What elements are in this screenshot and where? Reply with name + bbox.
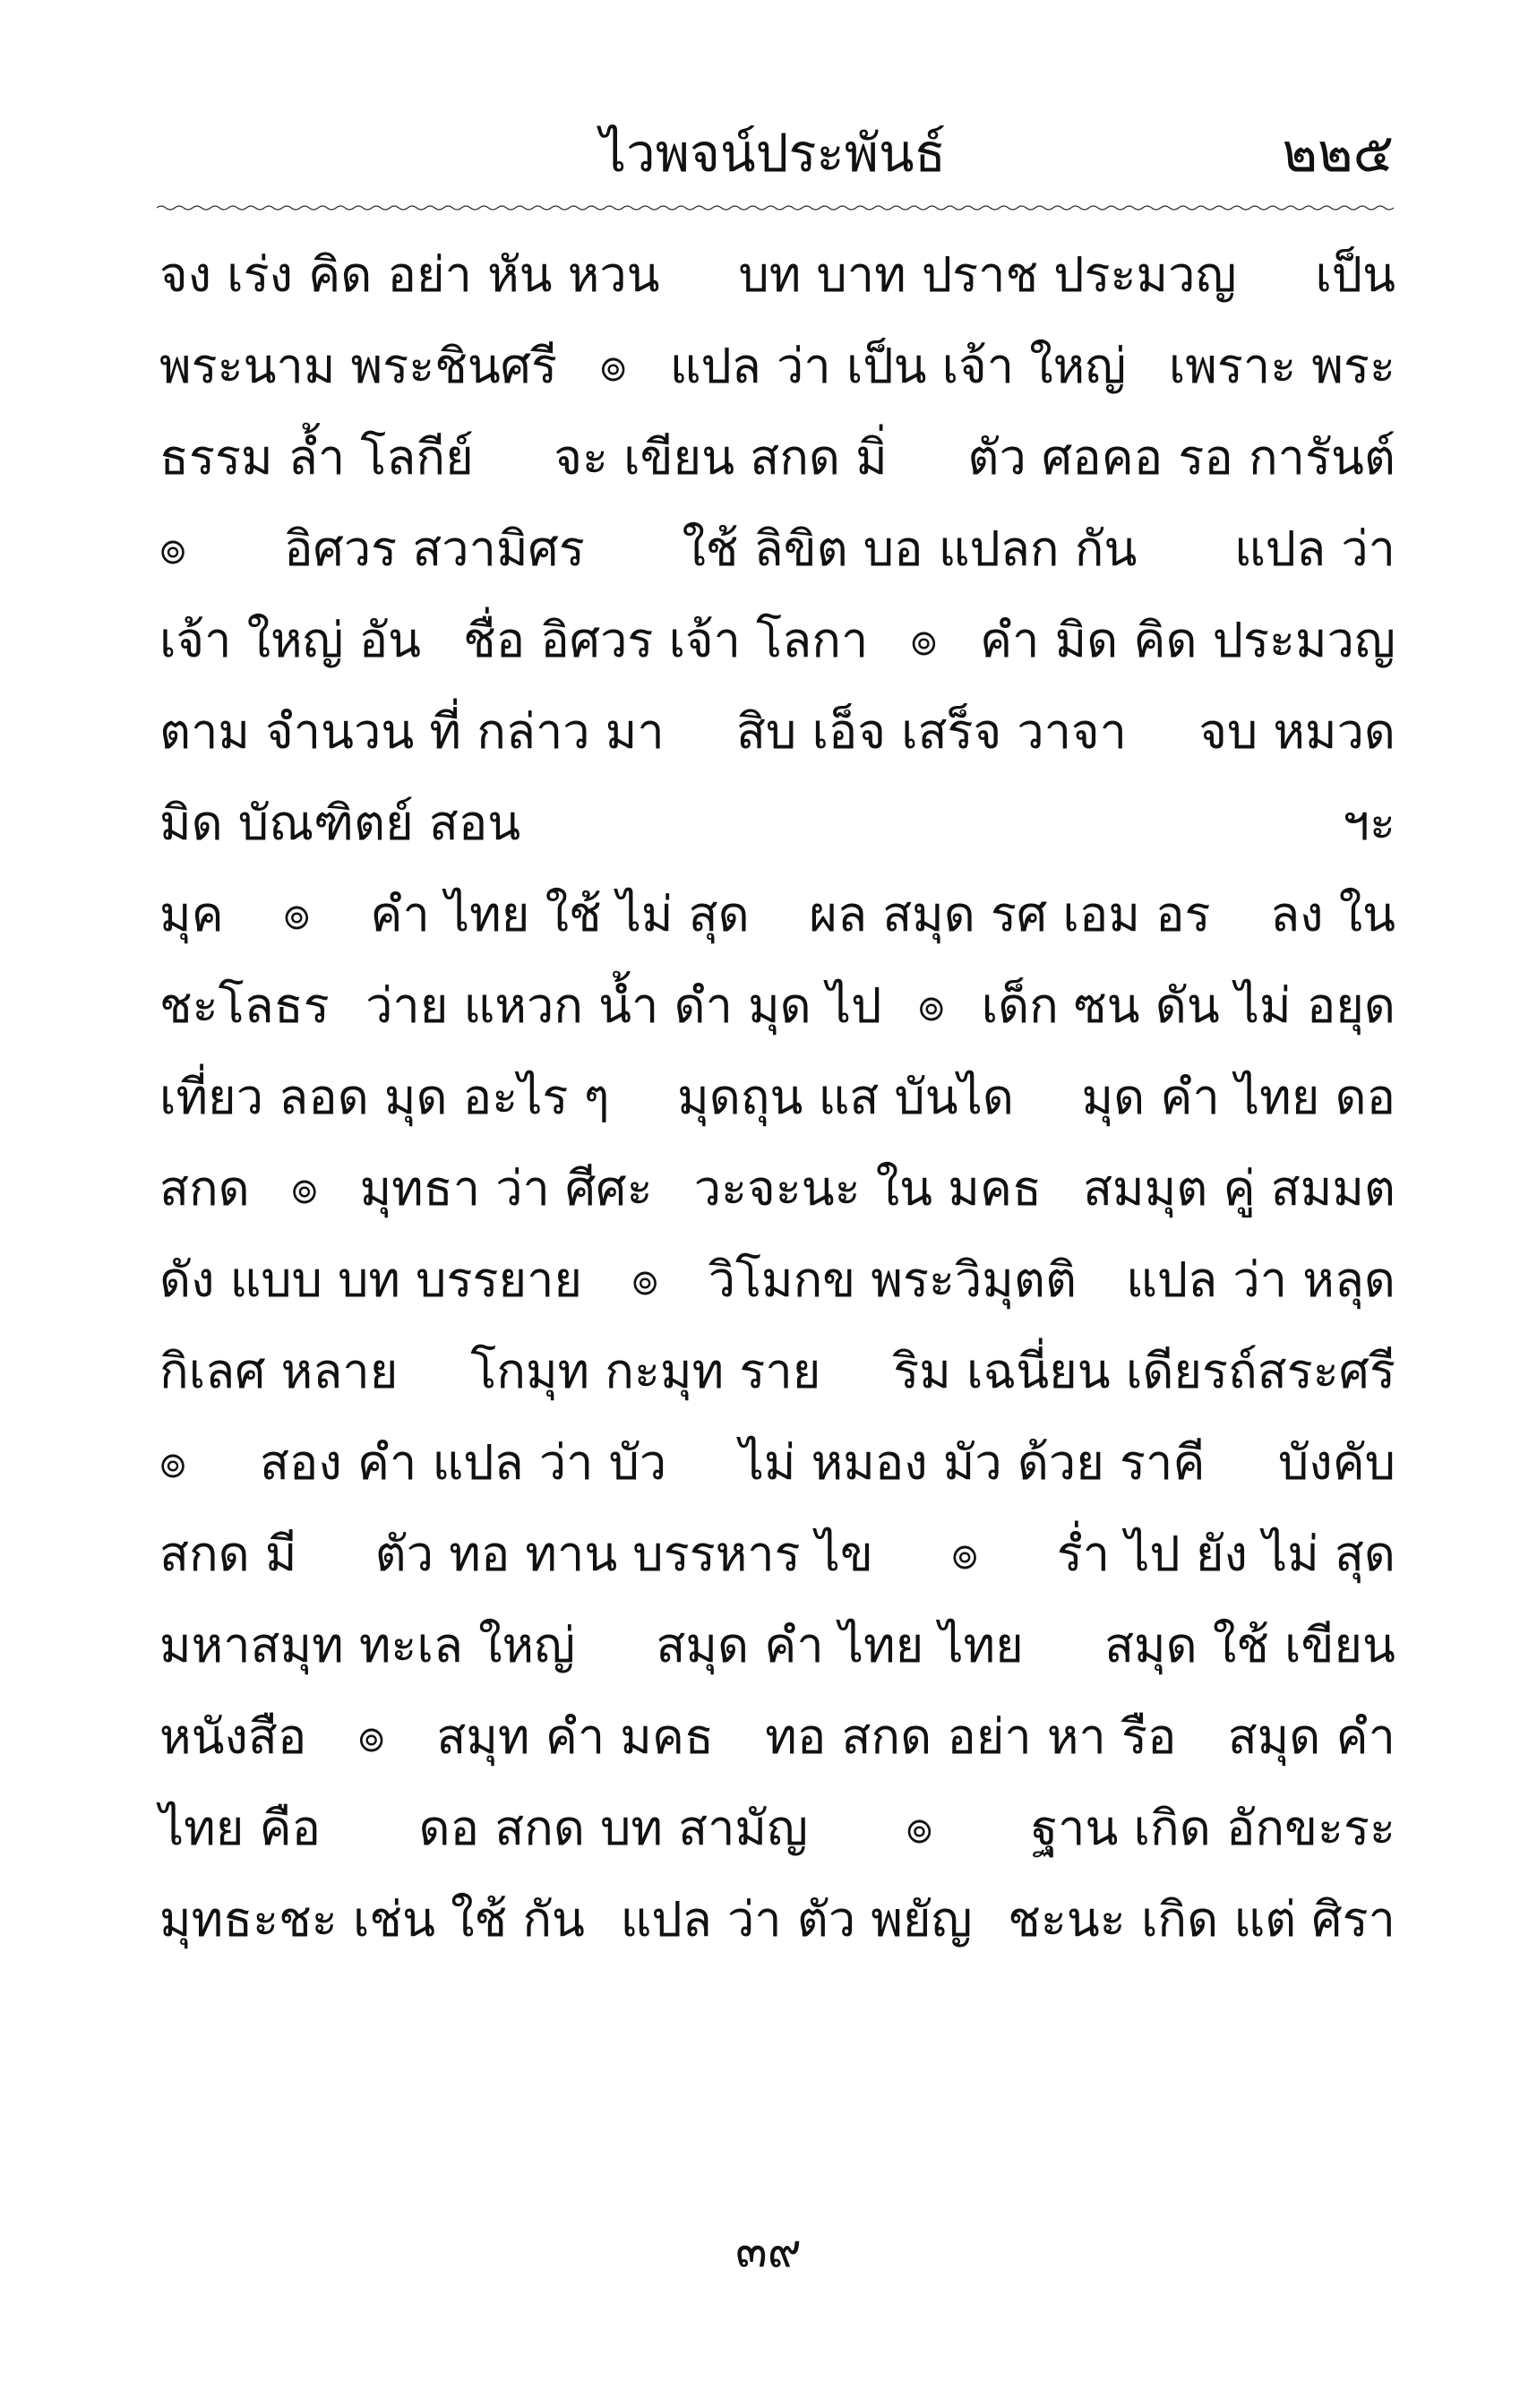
text-line [159,594,1395,685]
section-mark: ๏ [951,1526,979,1579]
text-line [159,228,1395,320]
section-mark: ๏ [159,1435,187,1488]
text-line [159,1599,1395,1690]
text-segment: ตัว ศอคอ รอ การันต์ [967,429,1395,486]
text-segment: วะจะนะ ใน มคธ [693,1160,1042,1217]
text-line [159,1325,1395,1416]
text-line [159,1416,1395,1508]
text-line [159,1782,1395,1873]
text-segment: จง เร่ง คิด อย่า หัน หวน [159,246,660,303]
text-segment: ว่าย แหวก น้ำ ดำ มุด ไป [365,977,882,1034]
text-segment: มุดถุน แส บันได [677,1069,1014,1125]
text-segment: ตาม จำนวน ที่ กล่าว มา [159,703,665,760]
text-segment: แปล ว่า [1233,520,1395,577]
text-segment: แปล ว่า ตัว พยัญ [620,1891,973,1948]
text-line [159,685,1395,777]
text-segment: โกมุท กะมุท ราย [470,1343,821,1399]
text-line [159,959,1395,1051]
text-segment: วิโมกข พระวิมุตติ [708,1251,1078,1308]
text-segment: จะ เขียน สกด มิ่ [554,429,888,486]
text-line [159,1234,1395,1325]
text-segment: สอง คำ แปล ว่า บัว [259,1434,667,1491]
text-line [159,1508,1395,1599]
text-segment: เพราะ พระ [1168,338,1395,394]
text-line [159,1873,1395,1965]
text-segment: บท บาท ปราช ประมวญ [738,246,1237,303]
text-segment: ธรรม ล้ำ โลกีย์ [159,429,474,486]
text-segment: ตัว ทอ ทาน บรรหาร ไข [374,1526,873,1582]
text-segment: มุทธา ว่า ศีศะ [359,1160,653,1217]
text-segment: ชะนะ เกิด แต่ ศิรา [1008,1891,1395,1948]
text-segment: ชื่อ อิศวร เจ้า โลกา [463,612,869,668]
text-segment: สิบ เอ็จ เสร็จ วาจา [736,703,1127,760]
text-segment: หนังสือ [159,1708,307,1765]
text-line [159,1690,1395,1782]
text-segment: เป็น [1315,246,1395,303]
text-line [159,1051,1395,1142]
text-segment: สมุด คำ ไทย ไทย [656,1617,1024,1673]
text-segment: เจ้า ใหญ่ อัน [159,612,422,668]
text-line [159,1142,1395,1234]
text-line [159,503,1395,594]
page-number-top: ๒๒๕ [1282,121,1394,185]
text-segment: สกด [159,1160,250,1217]
text-line [159,320,1395,411]
text-segment: จบ หมวด [1198,703,1395,760]
section-mark: ๏ [599,339,628,391]
text-segment: สมุท คำ มคธ [436,1708,714,1765]
text-segment: คำ มิด คิด ประมวญ [979,612,1395,668]
text-segment: ลง ใน [1270,886,1395,942]
text-segment: ฐาน เกิด อักขะระ [1031,1800,1395,1856]
text-segment: มิด บัณฑิตย์ สอน [159,795,521,851]
page-header [152,108,1394,197]
text-segment: ใช้ ลิขิต บอ แปลก กัน [682,520,1138,577]
text-segment: บังคับ [1277,1434,1395,1491]
text-segment: ไทย คือ [159,1800,322,1856]
text-segment: อิศวร สวามิศร [284,520,585,577]
text-segment: มุทธะชะ เช่น ใช้ กัน [159,1891,585,1948]
header-wavy-rule [157,204,1394,211]
text-segment: เที่ยว ลอด มุด อะไร ๆ [159,1069,610,1125]
text-segment: ผล สมุด รศ เอม อร [809,886,1211,942]
section-mark: ๏ [283,887,311,940]
text-segment: คำ ไทย ใช้ ไม่ สุด [370,886,750,942]
text-segment: มหาสมุท ทะเล ใหญ่ [159,1617,576,1673]
text-segment: ร่ำ ไป ยัง ไม่ สุด [1056,1526,1395,1582]
text-segment: ดัง แบบ บท บรรยาย [159,1251,583,1308]
text-segment: มุด คำ ไทย ดอ [1081,1069,1395,1125]
body-text [159,228,1395,1965]
section-mark: ๏ [159,521,187,574]
text-segment: ไม่ หมอง มัว ด้วย ราคี [739,1434,1206,1491]
text-segment: ชะโลธร [159,977,330,1034]
section-mark: ๏ [357,1709,386,1762]
text-segment: ฯะ [1342,795,1395,851]
text-segment: ดอ สกด บท สามัญ [418,1800,809,1856]
text-line [159,411,1395,503]
running-title: ไวพจน์ประพันธ์ [599,122,946,184]
text-segment: เด็ก ซน ดัน ไม่ อยุด [981,977,1395,1034]
text-segment: แปล ว่า หลุด [1126,1251,1395,1308]
page-number-bottom: ๓๙ [735,2224,802,2278]
text-segment: พระนาม พระชินศรี [159,338,558,394]
text-segment: สมมุต คู่ สมมต [1083,1160,1395,1217]
text-line [159,868,1395,959]
text-segment: มุค [159,886,224,942]
section-mark: ๏ [906,1801,933,1853]
section-mark: ๏ [290,1161,319,1214]
text-segment: สมุด ใช้ เขียน [1104,1617,1395,1673]
text-segment: สกด มี [159,1526,297,1582]
section-mark: ๏ [631,1252,659,1305]
section-mark: ๏ [917,978,946,1031]
text-segment: สมุด คำ [1227,1708,1395,1765]
text-segment: กิเลศ หลาย [159,1343,399,1399]
text-line [159,777,1395,868]
section-mark: ๏ [910,613,938,666]
text-segment: ริม เฉนี่ยน เดียรถ์สระศรี [893,1343,1395,1399]
text-segment: ทอ สกด อย่า หา รือ [765,1708,1177,1765]
text-segment: แปล ว่า เป็น เจ้า ใหญ่ [669,338,1127,394]
